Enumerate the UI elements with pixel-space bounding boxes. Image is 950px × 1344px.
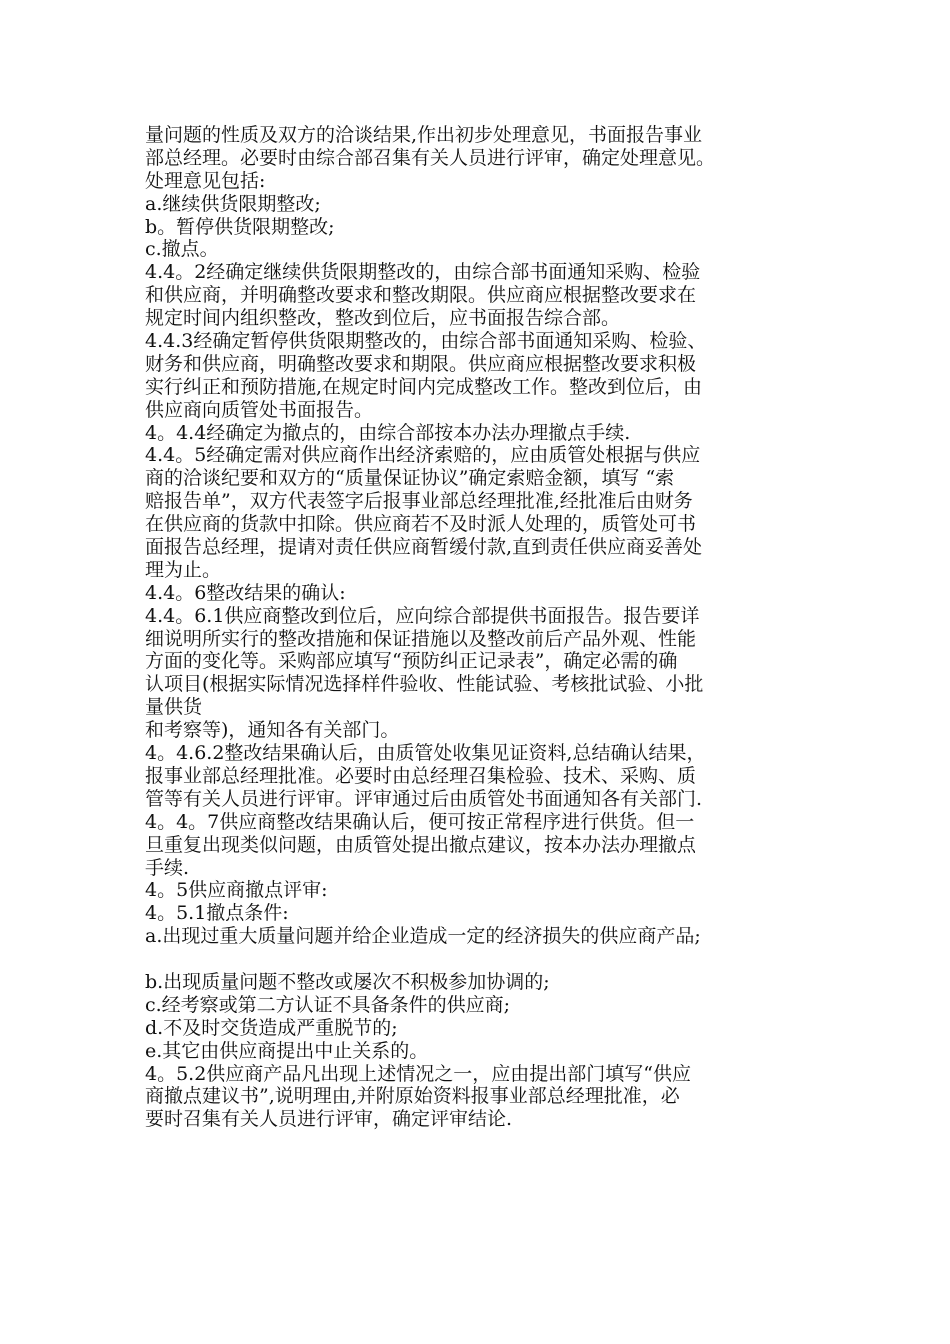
- list-item: b.出现质量问题不整改或屡次不积极参加协调的;: [145, 970, 550, 993]
- list-item: b。暂停供货限期整改;: [145, 215, 335, 238]
- list-item: d.不及时交货造成严重脱节的;: [145, 1016, 398, 1039]
- text-line: 4。5.2供应商产品凡出现上述情况之一，应由提出部门填写“供应: [145, 1062, 692, 1085]
- text-line: 细说明所实行的整改措施和保证措施以及整改前后产品外观、性能: [145, 627, 697, 650]
- text-line: 方面的变化等。采购部应填写“预防纠正记录表”，确定必需的确: [145, 650, 678, 673]
- text-line: 报事业部总经理批准。必要时由总经理召集检验、技术、采购、质: [145, 764, 697, 787]
- document-body: [145, 124, 825, 1131]
- text-line: 认项目(根据实际情况选择样件验收、性能试验、考核批试验、小批: [145, 673, 704, 696]
- text-line: 和供应商，并明确整改要求和整改期限。供应商应根据整改要求在: [145, 284, 697, 307]
- blank-line: [145, 948, 825, 971]
- list-item: a.继续供货限期整改;: [145, 192, 321, 215]
- text-line: 在供应商的货款中扣除。供应商若不及时派人处理的，质管处可书: [145, 513, 697, 536]
- text-line: 4.4。5经确定需对供应商作出经济索赔的，应由质管处根据与供应: [145, 444, 701, 467]
- text-line: 手续.: [145, 856, 190, 879]
- text-line: 和考察等)，通知各有关部门。: [145, 719, 400, 742]
- text-line: 量问题的性质及双方的洽谈结果,作出初步处理意见，书面报告事业: [145, 124, 703, 146]
- text-line: 4。4.6.2整改结果确认后，由质管处收集见证资料,总结确认结果，: [145, 742, 706, 765]
- list-item: c.经考察或第二方认证不具备条件的供应商;: [145, 993, 511, 1016]
- text-line: 赔报告单”，双方代表签字后报事业部总经理批准,经批准后由财务: [145, 490, 693, 513]
- text-line: 理为止。: [145, 558, 222, 581]
- text-line: 处理意见包括:: [145, 169, 266, 192]
- section-heading: 4。5.1撤点条件:: [145, 902, 289, 925]
- text-line: 4.4。2经确定继续供货限期整改的，由综合部书面通知采购、检验: [145, 261, 701, 284]
- text-line: 部总经理。必要时由综合部召集有关人员进行评审，确定处理意见。: [145, 146, 716, 169]
- text-line: 商的洽谈纪要和双方的“质量保证协议”确定索赔金额，填写 “索: [145, 467, 675, 490]
- text-line: 4.4.3经确定暂停供货限期整改的，由综合部书面通知采购、检验、: [145, 330, 707, 353]
- text-line: 4。4.4经确定为撤点的，由综合部按本办法办理撤点手续.: [145, 421, 631, 444]
- section-heading: 4。5供应商撤点评审:: [145, 879, 328, 902]
- text-line: 供应商向质管处书面报告。: [145, 398, 374, 421]
- text-line: 管等有关人员进行评审。评审通过后由质管处书面通知各有关部门.: [145, 787, 703, 810]
- text-line: 商撤点建议书”,说明理由,并附原始资料报事业部总经理批准，必: [145, 1085, 680, 1108]
- text-line: 要时召集有关人员进行评审，确定评审结论.: [145, 1108, 513, 1131]
- text-line: 量供货: [145, 696, 203, 719]
- text-line: 财务和供应商，明确整改要求和期限。供应商应根据整改要求积极: [145, 352, 697, 375]
- list-item: c.撤点。: [145, 238, 219, 261]
- list-item: a.出现过重大质量问题并给企业造成一定的经济损失的供应商产品;: [145, 925, 701, 948]
- list-item: e.其它由供应商提出中止关系的。: [145, 1039, 429, 1062]
- text-line: 规定时间内组织整改，整改到位后，应书面报告综合部。: [145, 307, 621, 330]
- text-line: 面报告总经理，提请对责任供应商暂缓付款,直到责任供应商妥善处: [145, 536, 703, 559]
- text-line: 实行纠正和预防措施,在规定时间内完成整改工作。整改到位后，由: [145, 375, 703, 398]
- text-line: 旦重复出现类似问题，由质管处提出撤点建议，按本办法办理撤点: [145, 833, 697, 856]
- section-heading: 4.4。6整改结果的确认:: [145, 581, 346, 604]
- text-line: 4.4。6.1供应商整改到位后，应向综合部提供书面报告。报告要详: [145, 604, 700, 627]
- text-line: 4。4。7供应商整改结果确认后，便可按正常程序进行供货。但一: [145, 810, 695, 833]
